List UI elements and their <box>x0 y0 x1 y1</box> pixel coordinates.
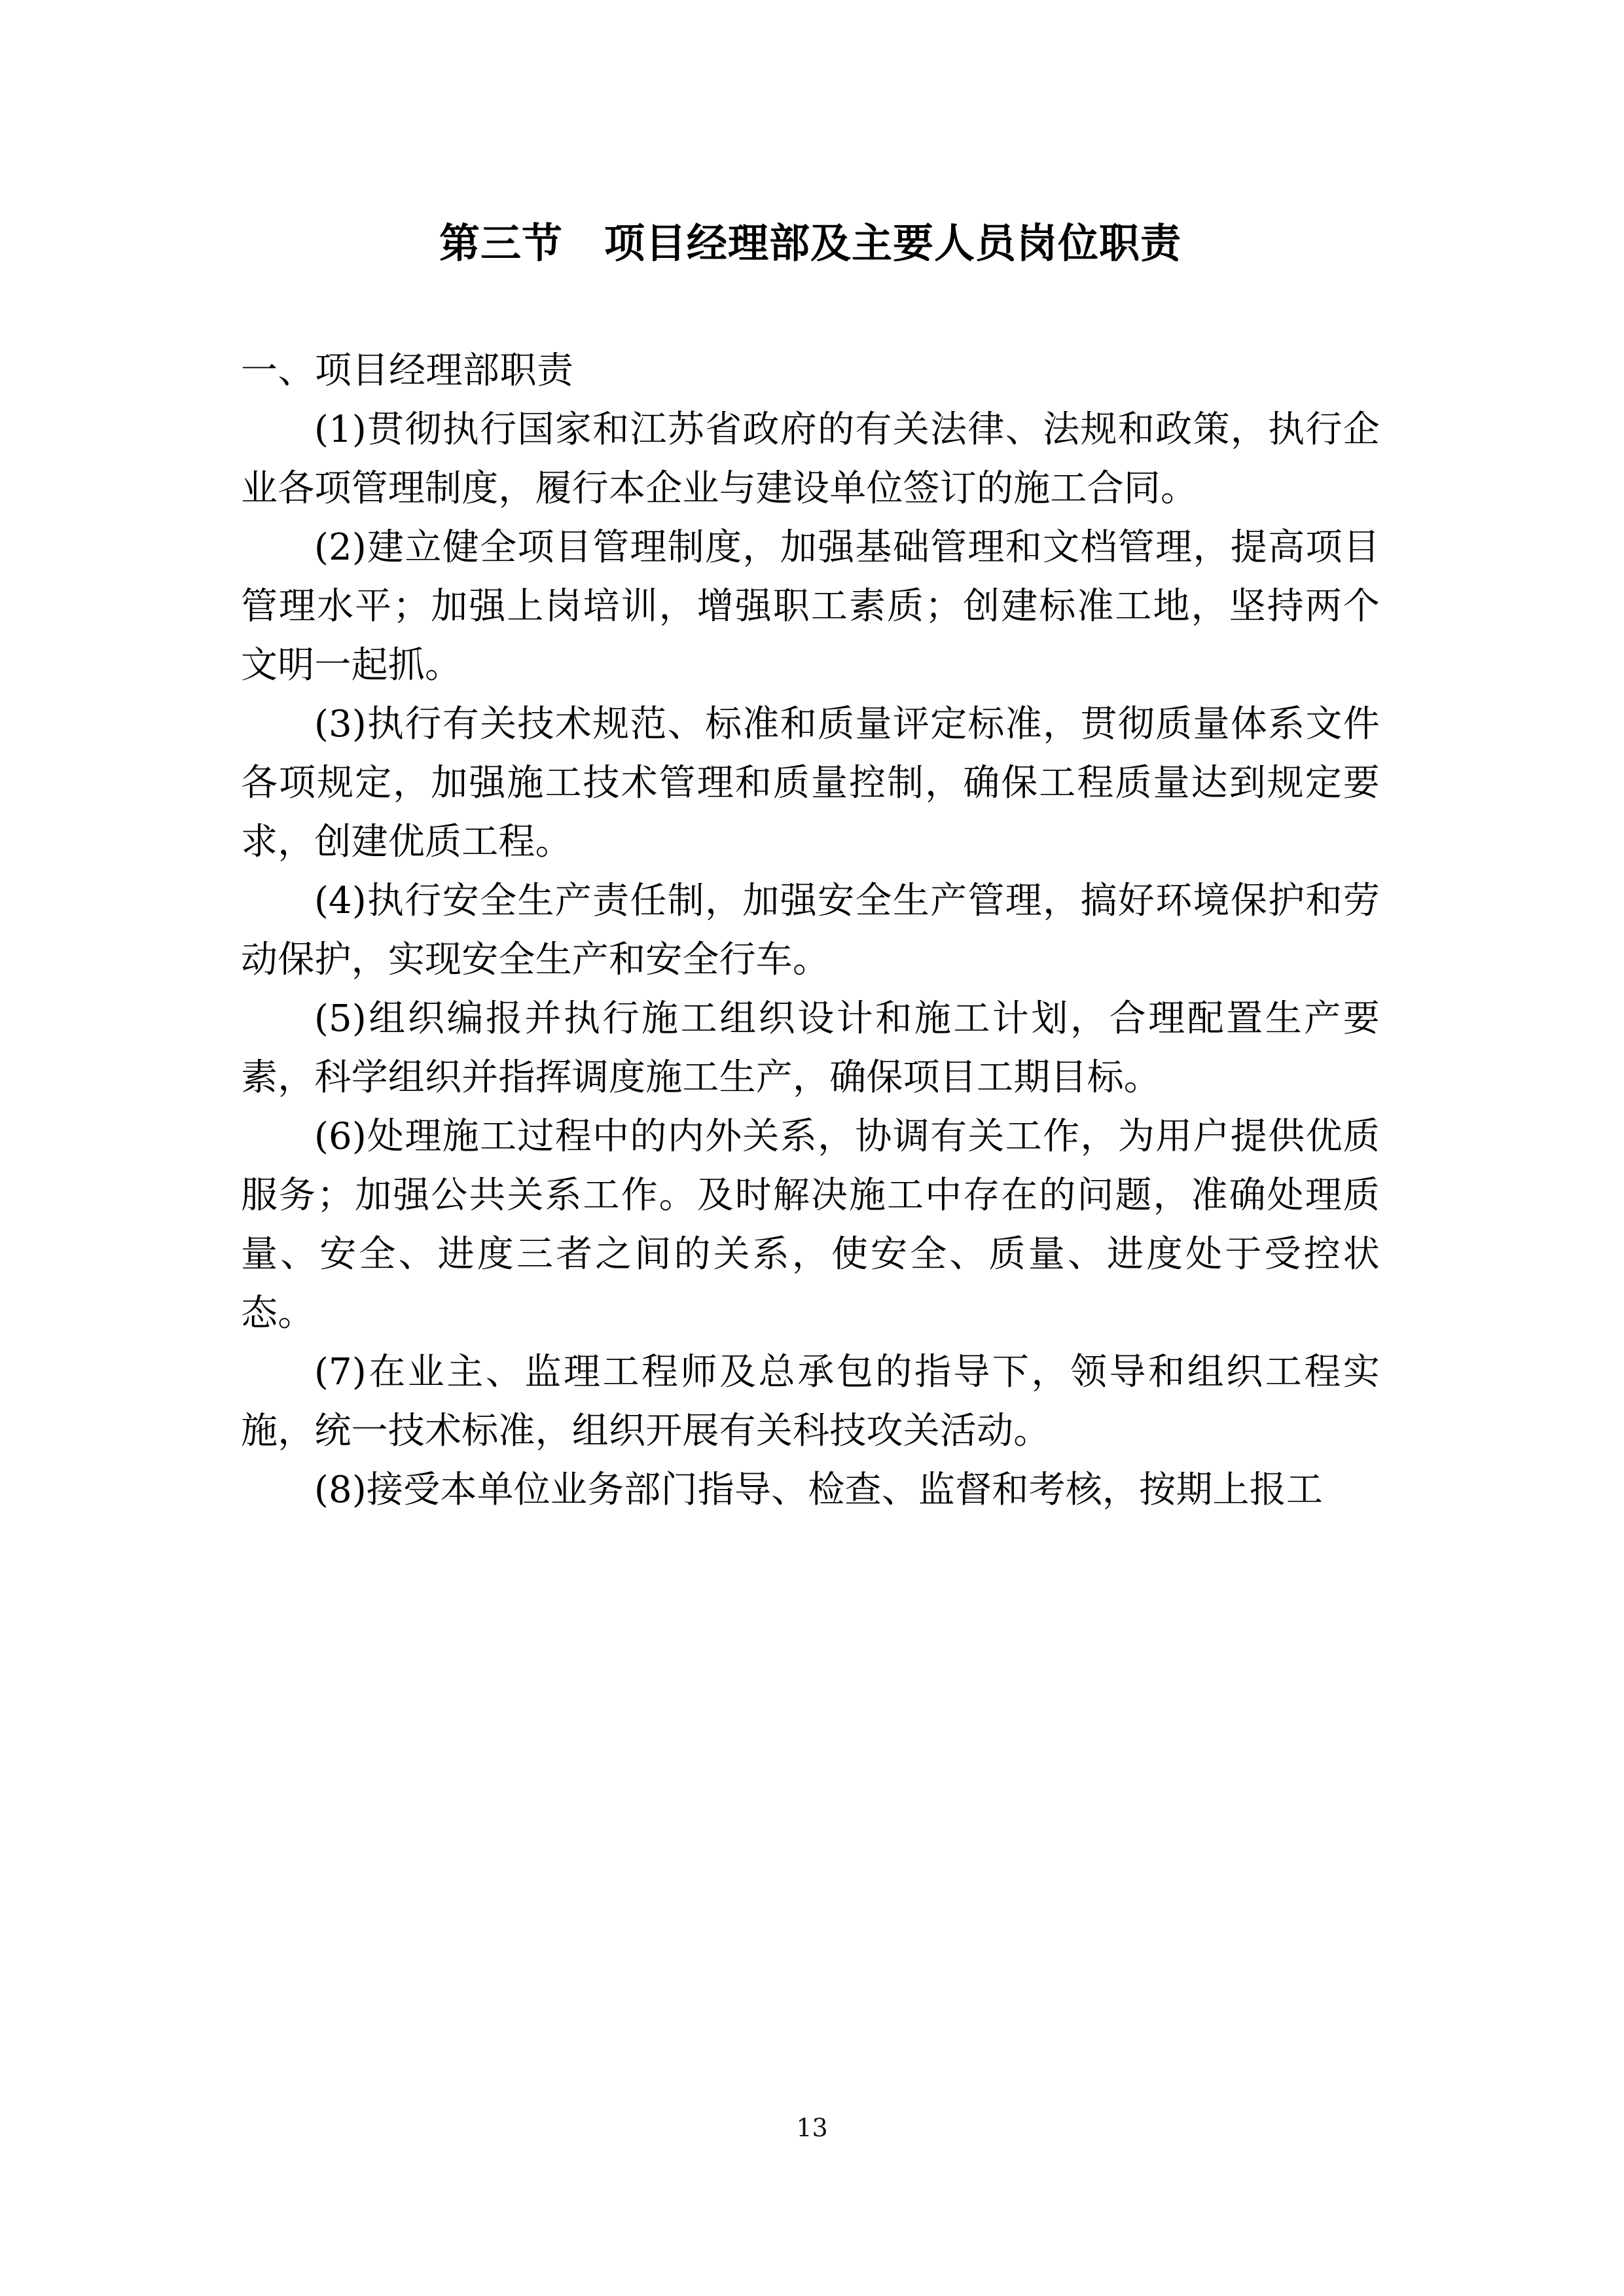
section-heading: 一、项目经理部职责 <box>241 349 574 392</box>
body-paragraph: (1)贯彻执行国家和江苏省政府的有关法律、法规和政策，执行企业各项管理制度，履行本企业与建设单位签订的施工合同。 <box>241 408 1380 510</box>
page-content <box>241 196 1380 1520</box>
page-title: 第三节 项目经理部及主要人员岗位职责 <box>439 219 1182 267</box>
body-paragraph: (6)处理施工过程中的内外关系，协调有关工作，为用户提供优质服务；加强公共关系工作。及时解决施工中存在的问题，准确处理质量、安全、进度三者之间的关系，使安全、质量、进度处于受控状态。 <box>241 1115 1380 1335</box>
page-number: 13 <box>796 2113 828 2142</box>
body-paragraph: (3)执行有关技术规范、标准和质量评定标准，贯彻质量体系文件各项规定，加强施工技术管理和质量控制，确保工程质量达到规定要求，创建优质工程。 <box>241 702 1380 863</box>
body-paragraph: (8)接受本单位业务部门指导、检查、监督和考核，按期上报工 <box>314 1468 1324 1511</box>
body-paragraph: (5)组织编报并执行施工组织设计和施工计划，合理配置生产要素，科学组织并指挥调度施工生产，确保项目工期目标。 <box>241 997 1380 1099</box>
body-paragraph: (7)在业主、监理工程师及总承包的指导下，领导和组织工程实施，统一技术标准，组织开展有关科技攻关活动。 <box>241 1350 1380 1452</box>
body-paragraph: (2)建立健全项目管理制度，加强基础管理和文档管理，提高项目管理水平；加强上岗培训，增强职工素质；创建标准工地，坚持两个文明一起抓。 <box>241 526 1380 687</box>
body-paragraph: (4)执行安全生产责任制，加强安全生产管理，搞好环境保护和劳动保护，实现安全生产和安全行车。 <box>241 879 1380 981</box>
